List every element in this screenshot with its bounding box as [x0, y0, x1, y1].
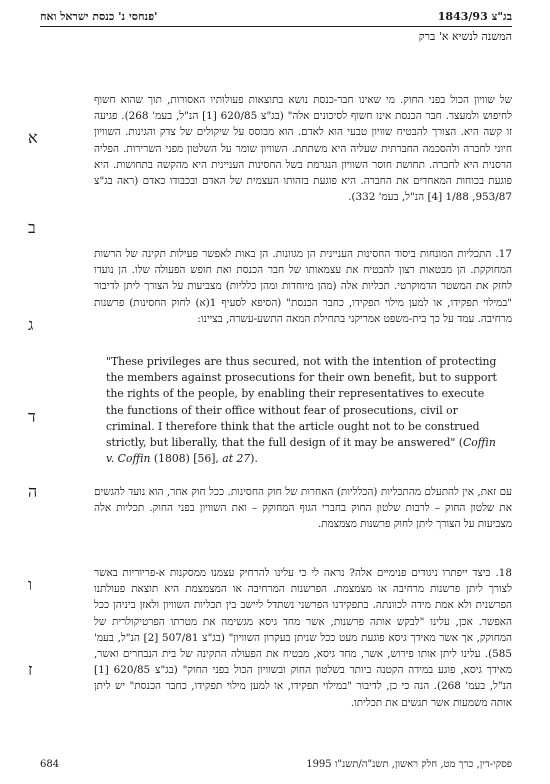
quote-year: (1808) [56],	[150, 452, 223, 466]
margin-mark-bet: ב	[28, 218, 36, 237]
running-header	[40, 8, 512, 28]
header-case-title: פנחסי נ' כנסת ישראל ואח'	[40, 10, 158, 23]
margin-mark-vav: ו	[28, 575, 33, 594]
margin-mark-gimel: ג	[28, 315, 34, 334]
quote-text: "These privileges are thus secured, not with the intention of protecting the members against prosecutions for their own benefit, but to support the rights of the people, by enabling their representatives to execute the functions of their office without fear of prosecutions, civil or criminal. I therefore think that the article ought not to be construed strictly, but liberally, that the full design of it may be answered" (	[106, 355, 497, 450]
margin-mark-he: ה	[28, 482, 38, 501]
paragraph-17: 17. התכליות המונחות ביסוד החסינות העניינית הן מגוונות. הן באות לאפשר פעילות תקינה של הרשות המחוקקת. הן מבטאות רצון להבטיח את עצמאותו של חבר הכנסת ואת חופש הפעולה שלו. הן נועדו לחזק את המשטר הדמוקרטי. תכליות אלה (מהן מיוחדות ומהן כלליות) מצביעות על הצורך ליתן לדיבור "במילוי תפקידו, או למען מילוי תפקידו, כחבר הכנסת" (הסיפא לסעיף 1(א) לחוק החסינות) פרשנות מרחיבה. עמד על כך בית-משפט אמריקני בתחילת המאה התשע-עשרה, בציינו:	[94, 248, 513, 325]
footer-volume: פסקי-דין, כרך מט, חלק ראשון, תשנ"ה/תשנ"ו 1995	[306, 759, 512, 770]
paragraph-18: 18. כיצד ייפתרו ניגודים פנימיים אלה? נראה לי כי עלינו להרחיק עצמנו ממסקנות א-פריוריות באשר לצורך ליתן פרשנות מרחיבה או מצמצמת. הפרשנות המרחיבה או המצמצמת היא תוצאת פעולתנו הפרשנית ולא אמת מידה לכוונתה. בתפקידנו הפרשני נשתדל ליישב בין תכליות השוויון ולאזן ביניהן ככל האפשר. אכן, עלינו "לבקש אותה פרשנות, אשר מחד גיסא מגשימה את מטרתו הפרטיקולרית של המחוקק, אך אשר מאידך גיסא פוגעת מעט ככל שניתן בעקרון השוויון" (בג"צ 507/81 [2] הנ"ל, בעמ' 585). עלינו ליתן אותו פירוש, אשר, מחד גיסא, מבטיח את הפעולה התקינה של בית הנבחרים ואשר, מאידך גיסא, פוגע במידה הקטנה ביותר בשלטון החוק ובשוויון הכול בפני החוק" (בג"צ 620/85 [1] הנ"ל, בעמ' 268). הנה כי כן, לדיבור "במילוי תפקידו, או למען מילוי תפקידו, כחבר הכנסת" יש ליתן אותה משמעות אשר תגשים את תכליתו.	[94, 567, 513, 709]
margin-mark-zayin: ז	[28, 660, 33, 679]
margin-mark-alef: א	[28, 128, 38, 147]
paragraph-continuation: עם זאת, אין להתעלם מהתכליות (הכלליות) האחרות של חוק החסינות. ככל חוק אחר, הוא נועד להגשים את שלטון החוק – לרבות שלטון החוק בחברי הגוף המחוקק – ואת השוויון בפני החוק. תכליות אלה מצביעות על הצורך ליתן לחוק פרשנות מצמצמת.	[94, 486, 512, 531]
quote-page: at 27	[222, 452, 251, 466]
footer-page-number: 684	[40, 759, 60, 770]
english-quotation	[106, 354, 498, 467]
header-case-number: בג"צ 1843/93	[437, 10, 512, 23]
header-rule	[40, 26, 512, 27]
margin-mark-dalet: ד	[28, 407, 36, 426]
quote-citation: Coffin v. Coffin	[106, 436, 496, 466]
header-judge: המשנה לנשיא א' ברק	[418, 30, 512, 43]
paragraph-1: של שוויון הכול בפני החוק. מי שאינו חבר-כנסת נושא בתוצאות פעולותיו האסורות, תוך שהוא חשוף לחיפוש ולמעצר. חבר הכנסת אינו חשוף לסיכונים אלה" (בג"צ 620/85 [1] הנ"ל, בעמ' 268). פגיעה זו קשה היא. הצורך להבטיח שוויון טבעי הוא לאדם. הוא מבוסס על שיקולים של צדק והגינות. השוויון חיוני לחברה ולהסכמה החברתית שעליה היא משתתת. השוויון שומר על השלטון מפני השרירות. הפליה הרסנית היא לחברה. תחושת חוסר השוויון הנגרמת בשל החסינות העניינית היא מהקשה בתחושות. היא פוגעת בכוחות המאחדים את החברה. היא פוגעת בזהותו העצמית של האדם ובכבודו כאדם (ראה בג"צ 953/87, 1/88 [4] הנ"ל, בעמ' 332).	[94, 94, 513, 204]
quote-end: ).	[250, 452, 258, 466]
